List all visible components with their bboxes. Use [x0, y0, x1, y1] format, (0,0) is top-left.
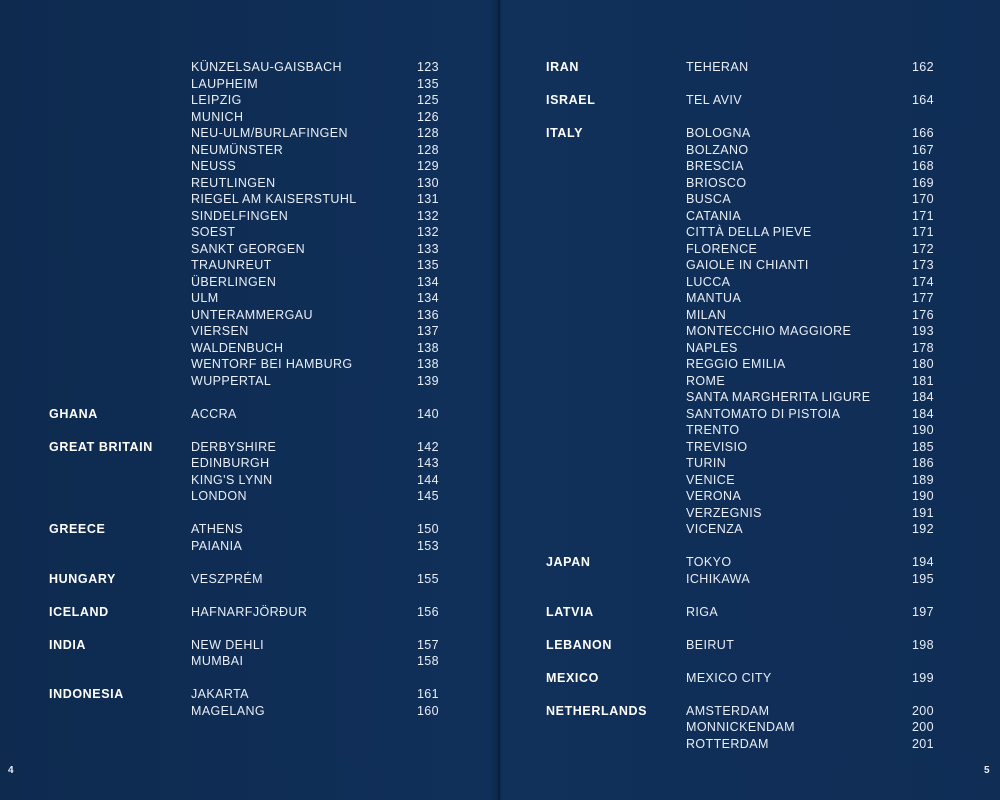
index-group: [546, 637, 934, 654]
page-reference: 164: [911, 93, 934, 107]
page-reference: 185: [911, 439, 934, 454]
index-entry: [191, 125, 439, 142]
index-entry: [191, 604, 439, 621]
city-name: GAIOLE IN CHIANTI: [686, 258, 809, 272]
index-entry: [686, 455, 934, 472]
city-name: BOLZANO: [686, 142, 749, 157]
index-entry: [191, 175, 439, 192]
page-reference: 158: [416, 654, 439, 668]
index-entry: [686, 274, 934, 291]
country-heading: LEBANON: [546, 637, 613, 652]
city-list: [686, 670, 934, 687]
page-reference: 174: [911, 274, 934, 289]
city-list: [191, 604, 439, 621]
page-reference: 168: [911, 159, 934, 173]
city-name: NEW DEHLI: [191, 637, 265, 652]
city-list: [191, 439, 439, 505]
page-reference: 134: [416, 291, 439, 305]
city-name: LUCCA: [686, 274, 731, 289]
country-heading: GREECE: [49, 522, 106, 536]
index-entry: [191, 356, 439, 373]
index-entry: [686, 439, 934, 456]
page-reference: 170: [911, 192, 934, 206]
city-name: BUSCA: [686, 192, 732, 206]
city-name: VERONA: [686, 489, 742, 503]
city-name: LEIPZIG: [191, 93, 242, 107]
page-reference: 125: [416, 93, 439, 107]
page-reference: 128: [416, 142, 439, 157]
index-entry: [191, 538, 439, 555]
page-reference: 160: [416, 703, 439, 718]
country-heading: GREAT BRITAIN: [49, 439, 153, 454]
page-reference: 134: [416, 274, 439, 289]
page-reference: 132: [416, 225, 439, 239]
city-name: ACCRA: [191, 406, 237, 421]
city-name: MUNICH: [191, 109, 244, 124]
city-name: VIERSEN: [191, 324, 249, 338]
country-heading: INDIA: [49, 637, 87, 652]
index-entry: [686, 554, 934, 571]
city-name: VERZEGNIS: [686, 505, 762, 520]
page-reference: 171: [911, 225, 934, 239]
city-name: VESZPRÉM: [191, 571, 263, 586]
page-reference: 176: [911, 307, 934, 322]
city-name: MEXICO CITY: [686, 670, 772, 685]
city-name: SANKT GEORGEN: [191, 241, 306, 256]
city-name: BEIRUT: [686, 637, 735, 652]
index-group: [49, 406, 439, 423]
city-name: TREVISIO: [686, 439, 748, 454]
index-entry: [191, 340, 439, 357]
index-entry: [191, 257, 439, 274]
index-entry: [191, 241, 439, 258]
page-reference: 193: [911, 324, 934, 338]
page-reference: 137: [416, 324, 439, 338]
country-heading: ICELAND: [49, 604, 109, 619]
city-name: TEHERAN: [686, 60, 749, 74]
page-reference: 194: [911, 555, 934, 569]
city-name: TOKYO: [686, 555, 732, 569]
index-entry: [686, 257, 934, 274]
index-entry: [191, 323, 439, 340]
city-name: TRAUNREUT: [191, 258, 272, 272]
country-heading: MEXICO: [546, 670, 599, 685]
page-reference: 177: [911, 291, 934, 305]
country-heading: HUNGARY: [49, 571, 116, 586]
page-reference: 184: [911, 406, 934, 421]
page-reference: 156: [416, 604, 439, 619]
country-heading: LATVIA: [546, 604, 594, 619]
city-name: SINDELFINGEN: [191, 208, 289, 223]
city-name: ULM: [191, 291, 219, 305]
city-name: BOLOGNA: [686, 126, 751, 140]
index-group: [546, 670, 934, 687]
city-list: [191, 521, 439, 554]
page-reference: 192: [911, 522, 934, 536]
index-group: [546, 604, 934, 621]
city-list: [191, 59, 439, 389]
page-reference: 169: [911, 175, 934, 190]
page-reference: 126: [416, 109, 439, 124]
index-entry: [191, 92, 439, 109]
index-entry: [686, 59, 934, 76]
page-reference: 197: [911, 604, 934, 619]
city-name: BRESCIA: [686, 159, 744, 173]
index-entry: [686, 125, 934, 142]
index-entry: [686, 307, 934, 324]
city-name: NEUSS: [191, 159, 237, 173]
index-entry: [686, 703, 934, 720]
index-group: [49, 521, 439, 554]
index-entry: [686, 604, 934, 621]
page-reference: 190: [911, 489, 934, 503]
city-name: NEUMÜNSTER: [191, 142, 284, 157]
index-entry: [191, 59, 439, 76]
city-list: [686, 604, 934, 621]
city-name: WALDENBUCH: [191, 340, 284, 355]
city-name: KING'S LYNN: [191, 472, 273, 487]
page-reference: 144: [416, 472, 439, 487]
city-name: SANTOMATO DI PISTOIA: [686, 406, 841, 421]
index-entry: [686, 92, 934, 109]
city-name: TRENTO: [686, 423, 740, 437]
page-reference: 161: [416, 687, 439, 701]
page-reference: 140: [416, 406, 439, 421]
index-entry: [191, 439, 439, 456]
index-entry: [686, 736, 934, 753]
index-entry: [191, 109, 439, 126]
index-group: [546, 703, 934, 753]
index-entry: [191, 274, 439, 291]
index-group: [546, 92, 934, 109]
index-entry: [686, 521, 934, 538]
index-entry: [686, 142, 934, 159]
page-reference: 178: [911, 340, 934, 355]
city-name: MUMBAI: [191, 654, 244, 668]
country-heading: INDONESIA: [49, 687, 124, 701]
page-reference: 132: [416, 208, 439, 223]
city-name: EDINBURGH: [191, 456, 270, 470]
page-reference: 130: [416, 175, 439, 190]
city-name: CITTÀ DELLA PIEVE: [686, 225, 812, 239]
page-reference: 128: [416, 126, 439, 140]
index-group: [49, 637, 439, 670]
page-reference: 189: [911, 472, 934, 487]
page-reference: 186: [911, 456, 934, 470]
page-reference: 162: [911, 60, 934, 74]
index-entry: [191, 521, 439, 538]
page-reference: 184: [911, 390, 934, 404]
city-name: REGGIO EMILIA: [686, 357, 786, 371]
index-entry: [686, 719, 934, 736]
index-group: [546, 59, 934, 76]
city-name: SOEST: [191, 225, 236, 239]
index-entry: [191, 637, 439, 654]
index-group: [49, 59, 439, 389]
page-fold: [498, 0, 500, 800]
page-reference: 171: [911, 208, 934, 223]
country-heading: ISRAEL: [546, 93, 596, 107]
city-name: HAFNARFJÖRÐUR: [191, 604, 308, 619]
page-reference: 173: [911, 258, 934, 272]
page-reference: 180: [911, 357, 934, 371]
index-entry: [191, 488, 439, 505]
city-name: NEU-ULM/BURLAFINGEN: [191, 126, 348, 140]
page-reference: 131: [416, 192, 439, 206]
index-entry: [686, 158, 934, 175]
city-name: FLORENCE: [686, 241, 758, 256]
city-name: JAKARTA: [191, 687, 249, 701]
city-list: [686, 554, 934, 587]
page-reference: 166: [911, 126, 934, 140]
city-name: LONDON: [191, 489, 247, 503]
page-reference: 172: [911, 241, 934, 256]
page-reference: 199: [911, 670, 934, 685]
city-name: ROTTERDAM: [686, 736, 769, 751]
city-name: WENTORF BEI HAMBURG: [191, 357, 353, 371]
city-name: MAGELANG: [191, 703, 266, 718]
city-name: UNTERAMMERGAU: [191, 307, 313, 322]
index-entry: [191, 224, 439, 241]
city-name: BRIOSCO: [686, 175, 747, 190]
city-name: VENICE: [686, 472, 735, 487]
city-list: [191, 686, 439, 719]
index-entry: [191, 686, 439, 703]
city-name: MANTUA: [686, 291, 742, 305]
index-entry: [686, 356, 934, 373]
index-group: [49, 439, 439, 505]
index-entry: [191, 571, 439, 588]
city-name: REUTLINGEN: [191, 175, 276, 190]
index-entry: [686, 208, 934, 225]
index-entry: [191, 158, 439, 175]
city-name: ICHIKAWA: [686, 571, 751, 586]
index-entry: [686, 472, 934, 489]
city-list: [191, 406, 439, 423]
page-reference: 143: [416, 456, 439, 470]
page-reference: 157: [416, 637, 439, 652]
city-name: RIEGEL AM KAISERSTUHL: [191, 192, 357, 206]
index-entry: [191, 191, 439, 208]
page-number-right: 5: [984, 765, 990, 776]
index-group: [49, 571, 439, 588]
page-reference: 191: [911, 505, 934, 520]
page-number-left: 4: [8, 765, 14, 776]
page-reference: 167: [911, 142, 934, 157]
page-reference: 139: [416, 373, 439, 388]
city-name: LAUPHEIM: [191, 76, 259, 91]
index-entry: [686, 224, 934, 241]
page-reference: 155: [416, 571, 439, 586]
country-heading: [49, 59, 191, 389]
city-name: RIGA: [686, 604, 719, 619]
index-entry: [191, 290, 439, 307]
city-name: ATHENS: [191, 522, 244, 536]
country-heading: IRAN: [546, 60, 579, 74]
city-name: MONNICKENDAM: [686, 720, 795, 734]
index-entry: [191, 142, 439, 159]
index-entry: [686, 389, 934, 406]
country-heading: JAPAN: [546, 555, 591, 569]
country-heading: GHANA: [49, 406, 98, 421]
index-entry: [191, 76, 439, 93]
page-reference: 145: [416, 489, 439, 503]
index-entry: [191, 703, 439, 720]
city-name: NAPLES: [686, 340, 738, 355]
city-name: VICENZA: [686, 522, 743, 536]
index-group: [546, 554, 934, 587]
index-entry: [686, 191, 934, 208]
country-heading: NETHERLANDS: [546, 703, 648, 718]
index-group: [49, 604, 439, 621]
index-entry: [191, 406, 439, 423]
index-entry: [686, 175, 934, 192]
city-name: CATANIA: [686, 208, 742, 223]
index-entry: [686, 406, 934, 423]
index-entry: [191, 208, 439, 225]
index-entry: [191, 653, 439, 670]
index-entry: [686, 373, 934, 390]
index-entry: [686, 637, 934, 654]
city-name: MILAN: [686, 307, 727, 322]
city-name: ROME: [686, 373, 726, 388]
page-reference: 200: [911, 720, 934, 734]
page-reference: 201: [911, 736, 934, 751]
page-reference: 198: [911, 637, 934, 652]
index-group: [546, 125, 934, 538]
index-entry: [686, 323, 934, 340]
index-entry: [686, 670, 934, 687]
page-reference: 138: [416, 357, 439, 371]
city-name: AMSTERDAM: [686, 703, 770, 718]
index-group: [49, 686, 439, 719]
page-reference: 123: [416, 60, 439, 74]
city-name: WUPPERTAL: [191, 373, 272, 388]
city-list: [686, 59, 934, 76]
page-reference: 150: [416, 522, 439, 536]
page-reference: 190: [911, 423, 934, 437]
page-reference: 129: [416, 159, 439, 173]
city-name: MONTECCHIO MAGGIORE: [686, 324, 852, 338]
page-reference: 136: [416, 307, 439, 322]
index-entry: [686, 505, 934, 522]
index-entry: [191, 455, 439, 472]
index-entry: [191, 472, 439, 489]
city-name: PAIANIA: [191, 538, 243, 553]
page-reference: 135: [416, 258, 439, 272]
city-name: SANTA MARGHERITA LIGURE: [686, 390, 871, 404]
page-reference: 153: [416, 538, 439, 553]
city-list: [191, 637, 439, 670]
page-reference: 142: [416, 439, 439, 454]
city-name: ÜBERLINGEN: [191, 274, 277, 289]
city-list: [686, 125, 934, 538]
index-entry: [191, 373, 439, 390]
left-page: [49, 59, 439, 736]
right-page: [546, 59, 934, 769]
city-name: DERBYSHIRE: [191, 439, 277, 454]
page-reference: 195: [911, 571, 934, 586]
page-reference: 200: [911, 703, 934, 718]
index-entry: [686, 340, 934, 357]
index-entry: [191, 307, 439, 324]
country-heading: ITALY: [546, 126, 584, 140]
page-reference: 135: [416, 76, 439, 91]
index-entry: [686, 571, 934, 588]
page-reference: 181: [911, 373, 934, 388]
page-reference: 138: [416, 340, 439, 355]
city-name: KÜNZELSAU-GAISBACH: [191, 60, 342, 74]
city-name: TEL AVIV: [686, 93, 743, 107]
city-name: TURIN: [686, 456, 727, 470]
index-entry: [686, 488, 934, 505]
index-entry: [686, 422, 934, 439]
index-entry: [686, 241, 934, 258]
city-list: [191, 571, 439, 588]
city-list: [686, 637, 934, 654]
city-list: [686, 703, 934, 753]
page-reference: 133: [416, 241, 439, 256]
index-entry: [686, 290, 934, 307]
city-list: [686, 92, 934, 109]
